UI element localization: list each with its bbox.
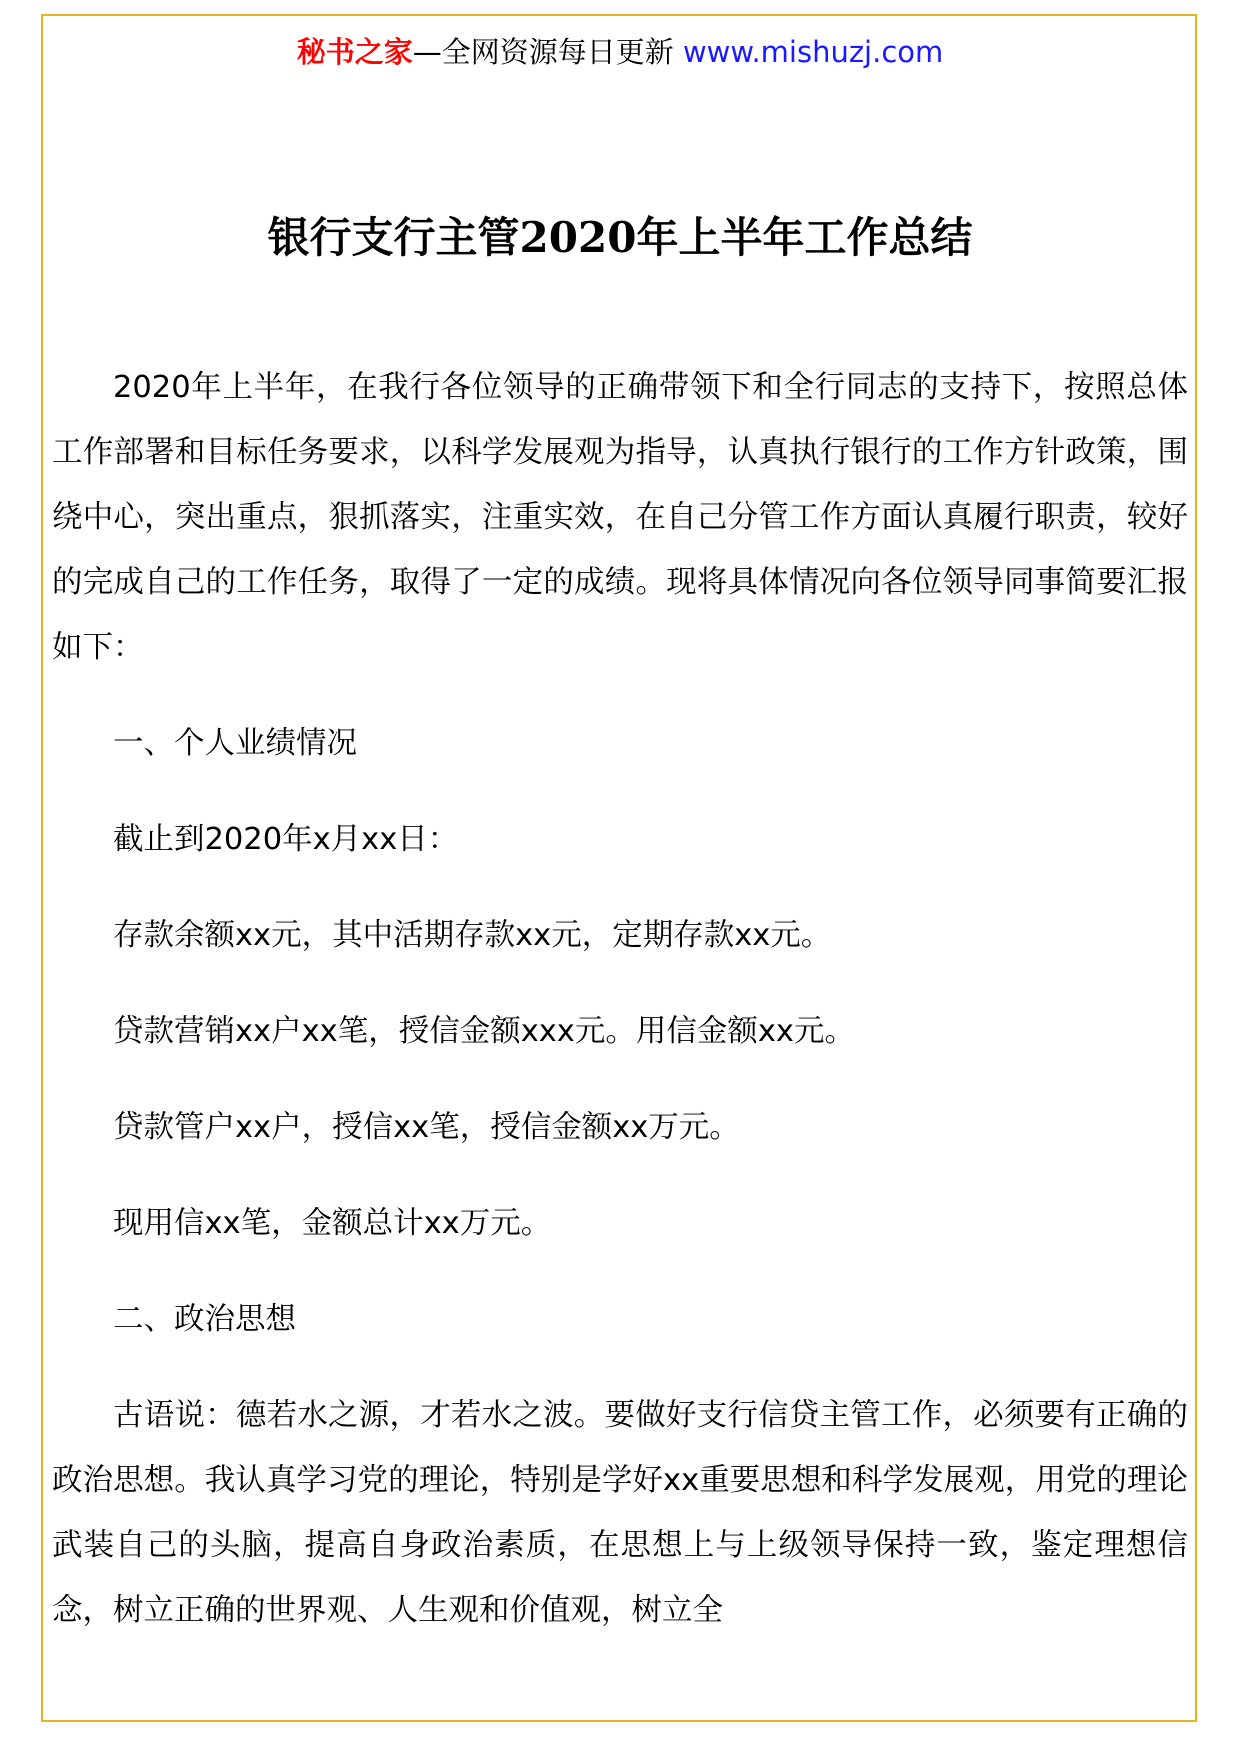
paragraph-political-thought: 古语说：德若水之源，才若水之波。要做好支行信贷主管工作，必须要有正确的政治思想。我认真学习党的理论，特别是学好xx重要思想和科学发展观，用党的理论武装自己的头脑，提高自身政治素质，在思想上与上级领导保持一致，鉴定理想信念，树立正确的世界观、人生观和价值观，树立全	[52, 1398, 1188, 1628]
site-header	[0, 32, 1240, 72]
paragraph-deposits: 存款余额xx元，其中活期存款xx元，定期存款xx元。	[113, 918, 832, 953]
paragraph-credit-used: 现用信xx笔，金额总计xx万元。	[113, 1206, 552, 1241]
site-brand: 秘书之家	[296, 35, 413, 69]
paragraph-as-of-date: 截止到2020年x月xx日：	[113, 822, 459, 857]
paragraph-intro: 2020年上半年，在我行各位领导的正确带领下和全行同志的支持下，按照总体工作部署和目标任务要求，以科学发展观为指导，认真执行银行的工作方针政策，围绕中心，突出重点，狠抓落实，注重实效，在自己分管工作方面认真履行职责，较好的完成自己的工作任务，取得了一定的成绩。现将具体情况向各位领导同事简要汇报如下：	[52, 370, 1188, 665]
document-title: 银行支行主管2020年上半年工作总结	[267, 213, 973, 262]
document-body	[52, 355, 1188, 1643]
site-url-link[interactable]: www.mishuzj.com	[682, 35, 944, 69]
section-heading-1: 一、个人业绩情况	[113, 726, 357, 761]
section-heading-2: 二、政治思想	[113, 1302, 296, 1337]
paragraph-loan-marketing: 贷款营销xx户xx笔，授信金额xxx元。用信金额xx元。	[113, 1014, 855, 1049]
paragraph-loan-accounts: 贷款管户xx户，授信xx笔，授信金额xx万元。	[113, 1110, 740, 1145]
site-tagline: —全网资源每日更新	[412, 35, 674, 69]
